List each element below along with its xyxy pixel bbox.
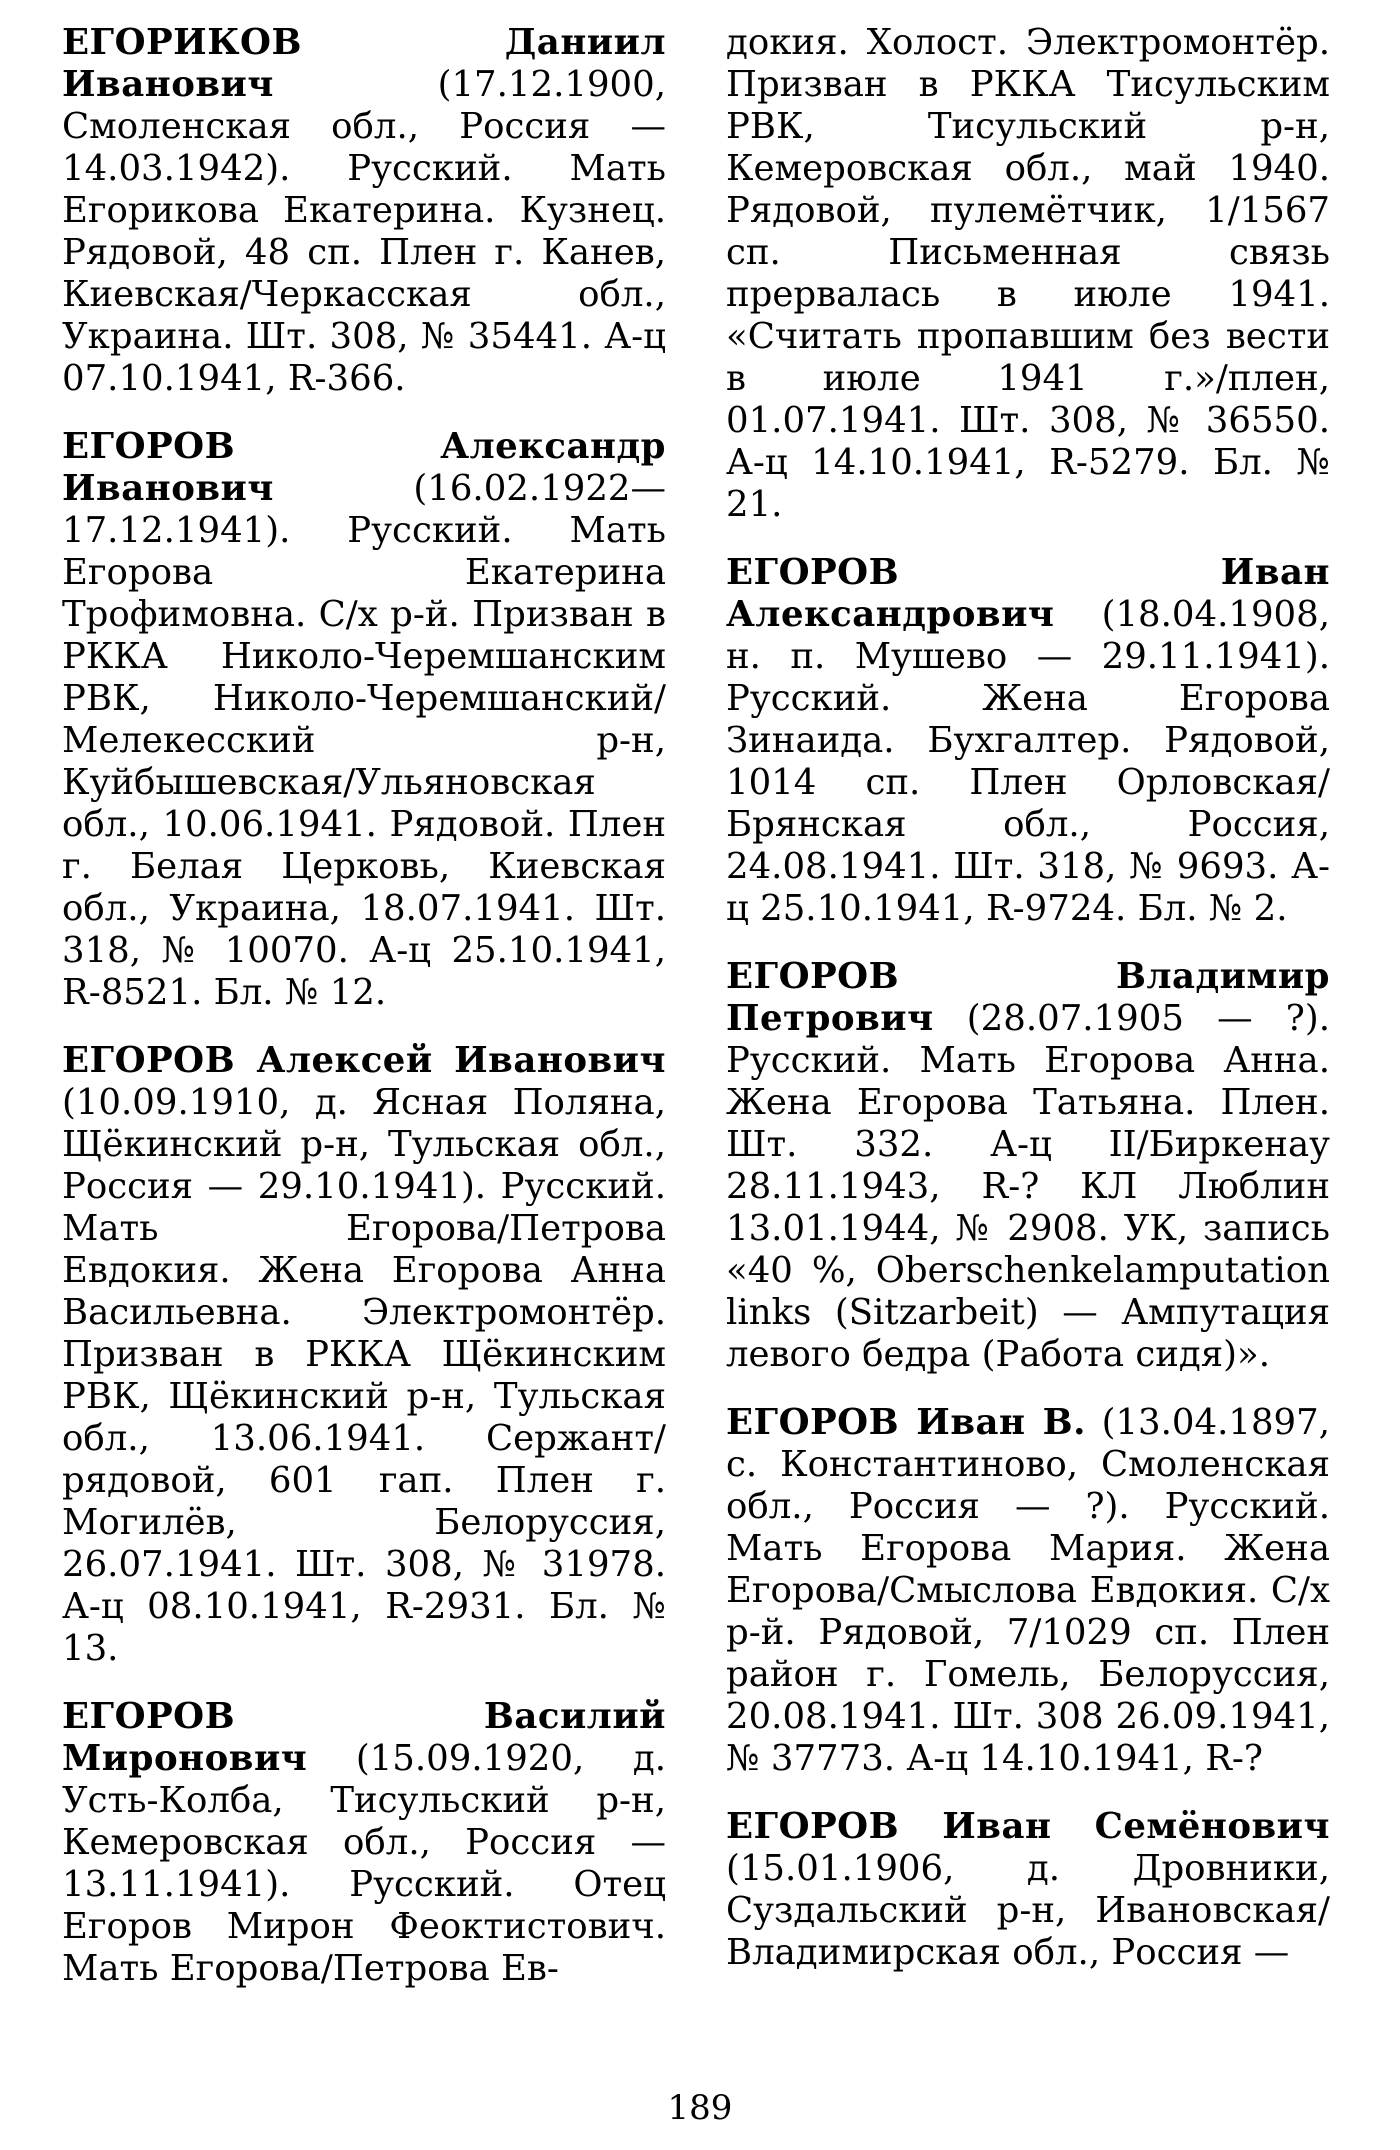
biography-entry	[726, 1806, 1330, 1974]
entry-name: ЕГОРИКОВ Даниил Иванович	[62, 22, 666, 105]
entry-text: (18.04.1908, н. п. Мушево — 29.11.1941). Русский. Жена Егорова Зинаида. Бухгалтер. Рядовой, 1014 сп. Плен Орловская/Брянская обл., Россия, 24.08.1941. Шт. 318, № 9693. А-ц 25.10.1941, R-9724. Бл. № 2.	[726, 594, 1330, 929]
biography-entry	[62, 22, 666, 400]
entry-name: ЕГОРОВ Александр Иванович	[62, 426, 666, 509]
entry-text: (17.12.1900, Смоленская обл., Россия — 14.03.1942). Русский. Мать Егорикова Екатерина. Кузнец. Рядовой, 48 сп. Плен г. Канев, Киевская/Черкасская обл., Украина. Шт. 308, № 35441. А-ц 07.10.1941, R-366.	[62, 64, 666, 399]
biography-entry-continuation	[726, 22, 1330, 526]
biography-entry	[62, 426, 666, 1014]
entry-name: ЕГОРОВ Владимир Петрович	[726, 956, 1330, 1039]
entry-name: ЕГОРОВ Иван В.	[726, 1402, 1086, 1443]
entry-name: ЕГОРОВ Иван Александрович	[726, 552, 1330, 635]
entry-text: докия. Холост. Электромонтёр. Призван в РККА Тисульским РВК, Тисульский р-н, Кемеровская обл., май 1940. Рядовой, пулемётчик, 1/1567 сп. Письменная связь прервалась в июле 1941. «Считать пропавшим без вести в июле 1941 г.»/плен, 01.07.1941. Шт. 308, № 36550. А-ц 14.10.1941, R-5279. Бл. № 21.	[726, 22, 1330, 525]
entry-name: ЕГОРОВ Иван Семёнович	[726, 1806, 1330, 1847]
page-number: 189	[667, 2088, 733, 2128]
biography-entry	[726, 1402, 1330, 1780]
biography-entry	[62, 1040, 666, 1670]
entry-name: ЕГОРОВ Алексей Иванович	[62, 1040, 666, 1081]
entry-text: (15.01.1906, д. Дровники, Суздальский р-н, Ивановская/Владимирская обл., Россия —	[726, 1848, 1330, 1973]
biography-entry	[62, 1696, 666, 1990]
entry-name: ЕГОРОВ Василий Миронович	[62, 1696, 666, 1779]
entry-text: (28.07.1905 — ?). Русский. Мать Егорова Анна. Жена Егорова Татьяна. Плен. Шт. 332. А-ц II/Биркенау 28.11.1943, R-? КЛ Люблин 13.01.1944, № 2908. УК, запись «40 %, Oberschenkelamputation links (Sitzarbeit) — Ампутация левого бедра (Работа сидя)».	[726, 998, 1330, 1375]
biography-entry	[726, 552, 1330, 930]
right-column	[726, 22, 1330, 2000]
entry-text: (13.04.1897, с. Константиново, Смоленская обл., Россия — ?). Русский. Мать Егорова Мария. Жена Егорова/Смыслова Евдокия. С/х р-й. Рядовой, 7/1029 сп. Плен район г. Гомель, Белоруссия, 20.08.1941. Шт. 308 26.09.1941, № 37773. А-ц 14.10.1941, R-?	[726, 1402, 1330, 1779]
left-column	[62, 22, 666, 2016]
entry-text: (16.02.1922—17.12.1941). Русский. Мать Егорова Екатерина Трофимовна. С/х р-й. Призван в РККА Николо-Черемшанским РВК, Николо-Черемшанский/Мелекесский р-н, Куйбышевская/Ульяновская обл., 10.06.1941. Рядовой. Плен г. Белая Церковь, Киевская обл., Украина, 18.07.1941. Шт. 318, № 10070. А-ц 25.10.1941, R-8521. Бл. № 12.	[62, 468, 666, 1013]
entry-text: (15.09.1920, д. Усть-Колба, Тисульский р-н, Кемеровская обл., Россия — 13.11.1941). Русский. Отец Егоров Мирон Феоктистович. Мать Егорова/Петрова Ев-	[62, 1738, 666, 1989]
biography-entry	[726, 956, 1330, 1376]
entry-text: (10.09.1910, д. Ясная Поляна, Щёкинский р-н, Тульская обл., Россия — 29.10.1941). Русский. Мать Егорова/Петрова Евдокия. Жена Егорова Анна Васильевна. Электромонтёр. Призван в РККА Щёкинским РВК, Щёкинский р-н, Тульская обл., 13.06.1941. Сержант/рядовой, 601 гап. Плен г. Могилёв, Белоруссия, 26.07.1941. Шт. 308, № 31978. А-ц 08.10.1941, R-2931. Бл. № 13.	[62, 1082, 666, 1669]
